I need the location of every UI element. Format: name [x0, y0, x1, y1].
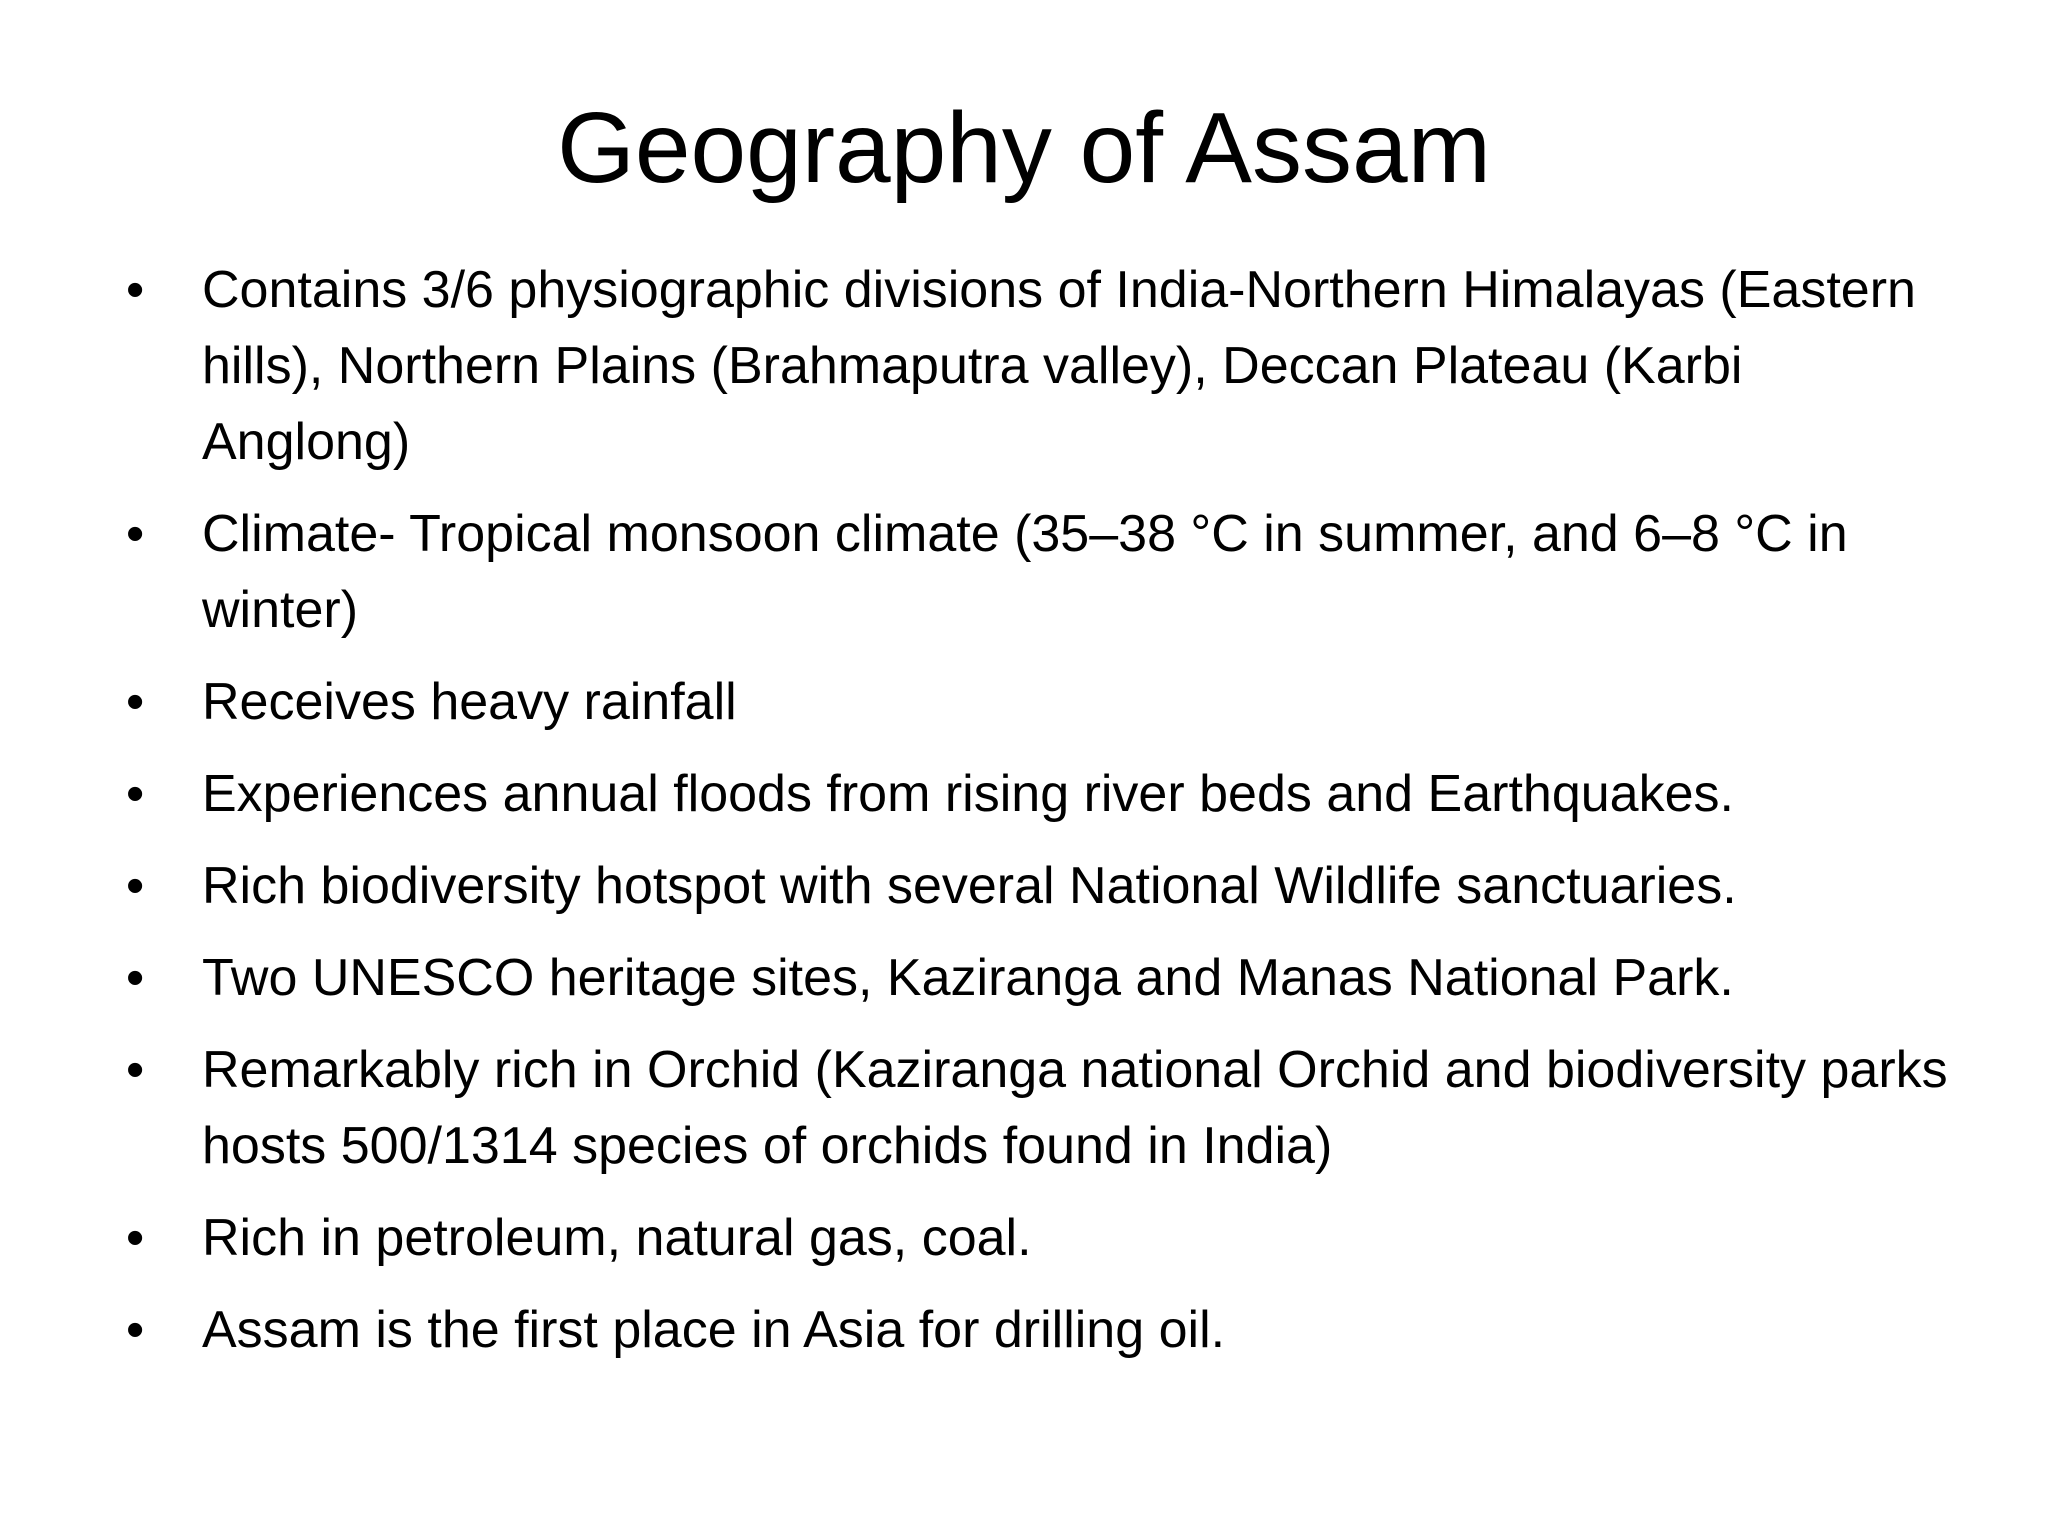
bullet-icon: •: [126, 949, 145, 1007]
bullet-item: [118, 848, 1958, 924]
bullet-item: [118, 1032, 1958, 1184]
bullet-text: Contains 3/6 physiographic divisions of India-Northern Himalayas (Eastern hills), Northern Plains (Brahmaputra valley), Deccan Plateau (Karbi Anglong): [202, 261, 1916, 471]
bullet-icon: •: [126, 1041, 145, 1099]
bullet-text: Remarkably rich in Orchid (Kaziranga national Orchid and biodiversity parks hosts 500/1314 species of orchids found in India): [202, 1041, 1948, 1175]
bullet-icon: •: [126, 505, 145, 563]
bullet-icon: •: [126, 673, 145, 731]
bullet-text: Rich in petroleum, natural gas, coal.: [202, 1209, 1032, 1267]
slide-title: Geography of Assam: [557, 92, 1491, 204]
bullet-item: [118, 756, 1958, 832]
bullet-icon: •: [126, 1301, 145, 1359]
bullet-item: [118, 940, 1958, 1016]
bullet-item: [118, 496, 1958, 648]
bullet-icon: •: [126, 857, 145, 915]
bullet-text: Climate- Tropical monsoon climate (35–38 °C in summer, and 6–8 °C in winter): [202, 505, 1848, 639]
bullet-text: Experiences annual floods from rising river beds and Earthquakes.: [202, 765, 1734, 823]
bullet-text: Two UNESCO heritage sites, Kaziranga and Manas National Park.: [202, 949, 1734, 1007]
bullet-icon: •: [126, 261, 145, 319]
bullet-item: [118, 1200, 1958, 1276]
bullet-list: [118, 252, 1958, 1384]
bullet-item: [118, 1292, 1958, 1368]
bullet-text: Rich biodiversity hotspot with several National Wildlife sanctuaries.: [202, 857, 1737, 915]
bullet-icon: •: [126, 1209, 145, 1267]
bullet-item: [118, 664, 1958, 740]
bullet-text: Assam is the first place in Asia for drilling oil.: [202, 1301, 1226, 1359]
bullet-icon: •: [126, 765, 145, 823]
bullet-item: [118, 252, 1958, 480]
bullet-text: Receives heavy rainfall: [202, 673, 737, 731]
